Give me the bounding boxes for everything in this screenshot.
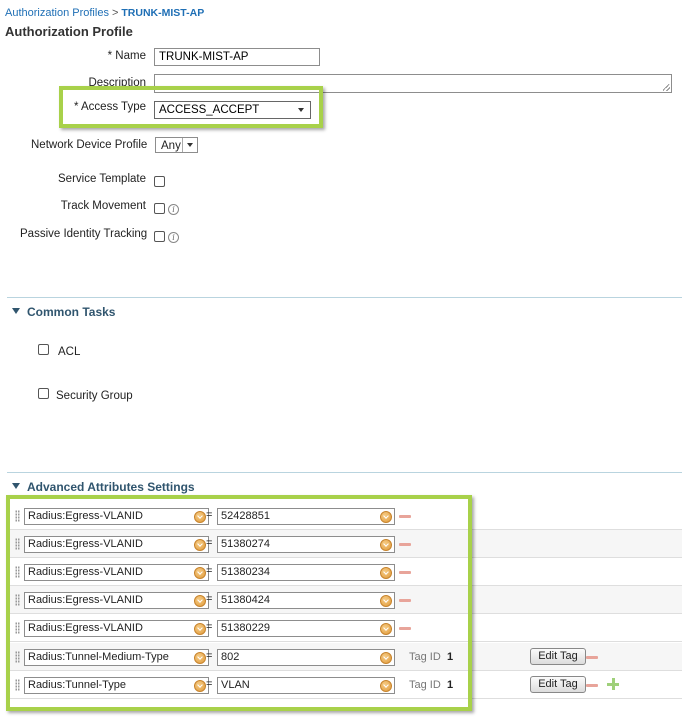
attribute-value: Radius:Egress-VLANID (28, 538, 143, 550)
breadcrumb (5, 7, 204, 19)
info-icon[interactable]: i (168, 204, 179, 215)
common-tasks-title: Common Tasks (27, 305, 116, 319)
access-type-label: * Access Type (73, 101, 146, 113)
attribute-value: Radius:Egress-VLANID (28, 622, 143, 634)
edit-tag-button[interactable]: Edit Tag (530, 648, 586, 665)
tag-id-label: Tag ID (409, 679, 441, 691)
attribute-value: Radius:Egress-VLANID (28, 566, 143, 578)
add-row-icon[interactable] (606, 677, 620, 691)
common-tasks-header[interactable] (12, 305, 115, 319)
equals-sign: = (206, 678, 213, 690)
attribute-value: Radius:Egress-VLANID (28, 594, 143, 606)
description-label: Description (88, 77, 146, 87)
track-movement-label: Track Movement (60, 200, 146, 212)
attribute-value-text: 802 (221, 651, 240, 663)
equals-sign: = (206, 593, 213, 605)
name-label: * Name (107, 50, 146, 62)
service-template-label: Service Template (58, 173, 146, 185)
attribute-value: Radius:Tunnel-Type (28, 679, 127, 691)
network-device-profile-label: Network Device Profile (31, 139, 148, 151)
attribute-value-text: 52428851 (221, 510, 270, 522)
attribute-value-text: 51380234 (221, 566, 270, 578)
section-divider (7, 297, 682, 298)
acl-label: ACL (58, 346, 81, 358)
access-type-value: ACCESS_ACCEPT (159, 104, 260, 116)
attribute-value-text: VLAN (221, 679, 250, 691)
equals-sign: = (206, 650, 213, 662)
tag-id-label: Tag ID (409, 651, 441, 663)
section-divider (7, 472, 682, 473)
network-device-profile-select[interactable] (155, 137, 198, 153)
breadcrumb-link-authorization-profiles[interactable]: Authorization Profiles (5, 7, 109, 19)
resize-grip-icon[interactable] (663, 84, 670, 91)
tag-id-value: 1 (447, 651, 454, 663)
equals-sign: = (206, 565, 213, 577)
equals-sign: = (206, 621, 213, 633)
tag-id-value: 1 (447, 679, 454, 691)
attribute-value: Radius:Tunnel-Medium-Type (28, 651, 169, 663)
dropdown-arrow-icon (298, 108, 304, 112)
security-group-label: Security Group (56, 390, 133, 402)
network-device-profile-value: Any (161, 140, 181, 152)
advanced-attributes-title: Advanced Attributes Settings (27, 480, 195, 494)
name-input[interactable]: TRUNK-MIST-AP (154, 48, 320, 66)
info-icon[interactable]: i (168, 232, 179, 243)
passive-identity-tracking-label: Passive Identity Tracking (20, 228, 148, 240)
dropdown-arrow-icon (187, 143, 193, 147)
collapse-triangle-icon (12, 483, 20, 489)
collapse-triangle-icon (12, 308, 20, 314)
breadcrumb-separator: > (111, 7, 119, 19)
page-title: Authorization Profile (5, 24, 133, 39)
attribute-value: Radius:Egress-VLANID (28, 510, 143, 522)
edit-tag-button[interactable]: Edit Tag (530, 676, 586, 693)
access-type-select[interactable] (154, 101, 311, 119)
track-movement-checkbox[interactable] (154, 203, 165, 214)
advanced-attributes-header[interactable] (12, 480, 195, 494)
acl-checkbox[interactable] (38, 344, 49, 355)
passive-identity-tracking-checkbox[interactable] (154, 231, 165, 242)
select-divider (182, 138, 183, 152)
advanced-attributes-highlight (6, 495, 472, 711)
remove-row-icon[interactable] (586, 684, 598, 687)
attribute-value-text: 51380229 (221, 622, 270, 634)
remove-row-icon[interactable] (586, 656, 598, 659)
attribute-value-text: 51380424 (221, 594, 270, 606)
equals-sign: = (206, 537, 213, 549)
equals-sign: = (206, 509, 213, 521)
breadcrumb-current: TRUNK-MIST-AP (121, 7, 205, 19)
security-group-checkbox[interactable] (38, 388, 49, 399)
attribute-value-text: 51380274 (221, 538, 270, 550)
service-template-checkbox[interactable] (154, 176, 165, 187)
